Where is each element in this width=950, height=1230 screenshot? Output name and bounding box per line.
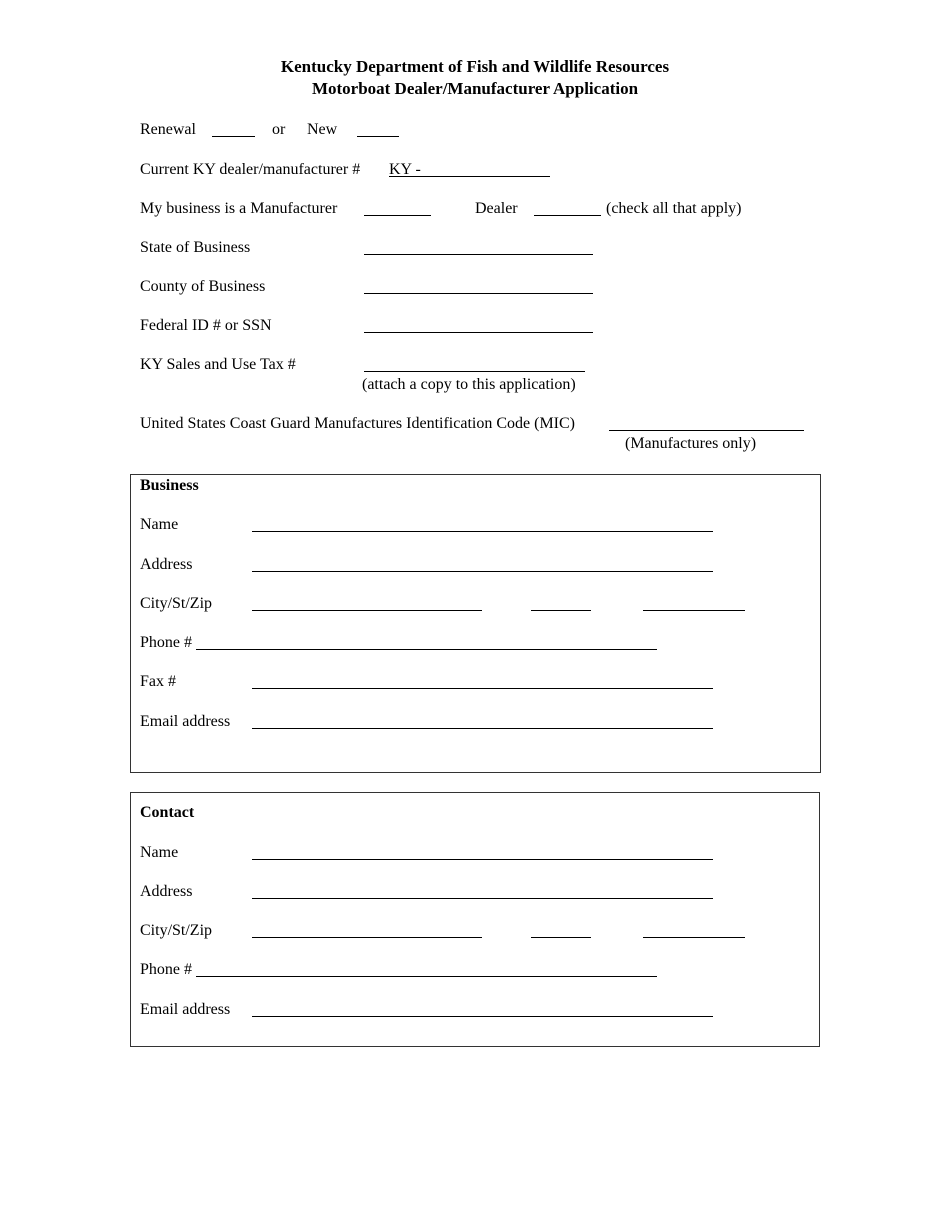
state-field[interactable] <box>364 254 593 255</box>
renewal-blank[interactable] <box>212 136 255 137</box>
business-address-label: Address <box>140 556 193 573</box>
business-fax-label: Fax # <box>140 673 176 690</box>
current-number-label: Current KY dealer/manufacturer # <box>140 161 361 178</box>
business-zip-field[interactable] <box>643 610 745 611</box>
business-email-field[interactable] <box>252 728 713 729</box>
federal-id-field[interactable] <box>364 332 593 333</box>
contact-phone-label: Phone # <box>140 961 192 978</box>
business-city-field[interactable] <box>252 610 482 611</box>
business-address-field[interactable] <box>252 571 713 572</box>
state-label: State of Business <box>140 239 251 256</box>
contact-address-label: Address <box>140 883 193 900</box>
mic-note: (Manufactures only) <box>625 435 757 452</box>
new-label: New <box>307 121 338 138</box>
contact-email-field[interactable] <box>252 1016 713 1017</box>
contact-address-field[interactable] <box>252 898 713 899</box>
dealer-checkbox-blank[interactable] <box>534 215 601 216</box>
contact-heading: Contact <box>140 804 195 821</box>
renewal-label: Renewal <box>140 121 196 138</box>
form-subtitle: Motorboat Dealer/Manufacturer Application <box>311 79 639 98</box>
contact-name-label: Name <box>140 844 179 861</box>
contact-phone-field[interactable] <box>196 976 657 977</box>
business-phone-label: Phone # <box>140 634 192 651</box>
business-email-label: Email address <box>140 713 231 730</box>
new-blank[interactable] <box>357 136 399 137</box>
contact-state-field[interactable] <box>531 937 591 938</box>
contact-city-label: City/St/Zip <box>140 922 213 939</box>
sales-tax-label: KY Sales and Use Tax # <box>140 356 296 373</box>
sales-tax-note: (attach a copy to this application) <box>362 376 576 393</box>
business-name-field[interactable] <box>252 531 713 532</box>
business-fax-field[interactable] <box>252 688 713 689</box>
contact-section <box>130 792 820 1047</box>
form-title: Kentucky Department of Fish and Wildlife Resources <box>280 57 670 76</box>
business-phone-field[interactable] <box>196 649 657 650</box>
current-number-field[interactable] <box>389 176 550 177</box>
federal-id-label: Federal ID # or SSN <box>140 317 272 334</box>
business-name-label: Name <box>140 516 179 533</box>
county-label: County of Business <box>140 278 266 295</box>
county-field[interactable] <box>364 293 593 294</box>
mic-label: United States Coast Guard Manufactures Identification Code (MIC) <box>140 415 575 432</box>
contact-name-field[interactable] <box>252 859 713 860</box>
mic-field[interactable] <box>609 430 804 431</box>
business-city-label: City/St/Zip <box>140 595 213 612</box>
contact-email-label: Email address <box>140 1001 231 1018</box>
sales-tax-field[interactable] <box>364 371 585 372</box>
business-state-field[interactable] <box>531 610 591 611</box>
dealer-label: Dealer <box>475 200 518 217</box>
or-label: or <box>272 121 286 138</box>
business-heading: Business <box>140 477 199 494</box>
contact-zip-field[interactable] <box>643 937 745 938</box>
check-all-note: (check all that apply) <box>606 200 742 217</box>
contact-city-field[interactable] <box>252 937 482 938</box>
business-type-label: My business is a Manufacturer <box>140 200 338 217</box>
manufacturer-checkbox-blank[interactable] <box>364 215 431 216</box>
current-number-prefix: KY - <box>389 161 421 178</box>
